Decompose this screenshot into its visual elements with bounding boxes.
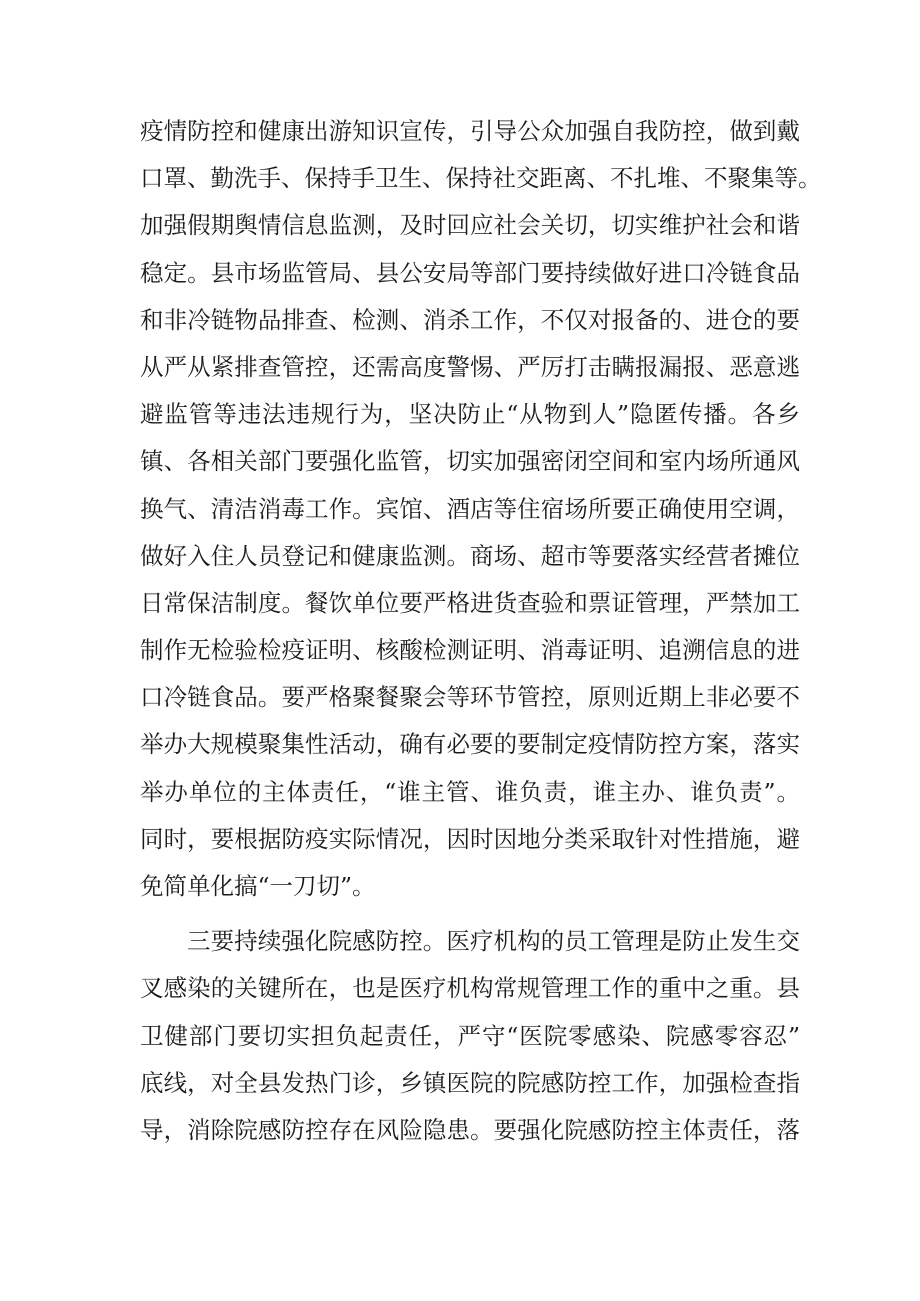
- paragraph-1-line-17: 免简单化搞“一刀切”。: [140, 872, 376, 900]
- paragraph-1-line-16: 同时，要根据防疫实际情况，因时因地分类采取针对性措施，避: [140, 824, 800, 853]
- paragraph-1-line-1: 疫情防控和健康出游知识宣传，引导公众加强自我防控，做到戴: [140, 117, 800, 145]
- document-body: [140, 108, 822, 1154]
- paragraph-1-line-11: 日常保洁制度。餐饮单位要严格进货查验和票证管理，严禁加工: [140, 588, 800, 617]
- paragraph-2-line-1: 三要持续强化院感防控。医疗机构的员工管理是防止发生交: [187, 927, 800, 956]
- paragraph-1-line-6: 从严从紧排查管控，还需高度警惕、严厉打击瞒报漏报、恶意逃: [140, 352, 800, 381]
- paragraph-1-line-8: 镇、各相关部门要强化监管，切实加强密闭空间和室内场所通风: [140, 447, 800, 476]
- paragraph-2-line-4: 底线，对全县发热门诊，乡镇医院的院感防控工作，加强检查指: [140, 1068, 800, 1097]
- paragraph-1-line-5: 和非冷链物品排查、检测、消杀工作，不仅对报备的、进仓的要: [140, 305, 800, 334]
- paragraph-1-line-14: 举办大规模聚集性活动，确有必要的要制定疫情防控方案，落实: [140, 730, 800, 759]
- paragraph-1-line-4: 稳定。县市场监管局、县公安局等部门要持续做好进口冷链食品: [140, 258, 800, 287]
- paragraph-1-line-9: 换气、清洁消毒工作。宾馆、酒店等住宿场所要正确使用空调，: [140, 494, 800, 523]
- paragraph-1-line-13: 口冷链食品。要严格聚餐聚会等环节管控，原则近期上非必要不: [140, 683, 800, 712]
- paragraph-1-line-12: 制作无检验检疫证明、核酸检测证明、消毒证明、追溯信息的进: [140, 636, 800, 665]
- paragraph-gap: [140, 910, 800, 918]
- paragraph-1-line-7: 避监管等违法违规行为，坚决防止“从物到人”隐匿传播。各乡: [140, 400, 800, 429]
- paragraph-2-line-5: 导，消除院感防控存在风险隐患。要强化院感防控主体责任，落: [140, 1115, 800, 1144]
- paragraph-2-line-3: 卫健部门要切实担负起责任，严守“医院零感染、院感零容忍”: [140, 1021, 800, 1050]
- paragraph-1-line-2: 口罩、勤洗手、保持手卫生、保持社交距离、不扎堆、不聚集等。: [140, 164, 822, 193]
- paragraph-1-line-3: 加强假期舆情信息监测，及时回应社会关切，切实维护社会和谐: [140, 211, 800, 240]
- paragraph-1-line-10: 做好入住人员登记和健康监测。商场、超市等要落实经营者摊位: [140, 541, 800, 570]
- paragraph-2-line-2: 叉感染的关键所在，也是医疗机构常规管理工作的重中之重。县: [140, 974, 800, 1003]
- paragraph-1-line-15: 举办单位的主体责任，“谁主管、谁负责，谁主办、谁负责”。: [140, 777, 800, 806]
